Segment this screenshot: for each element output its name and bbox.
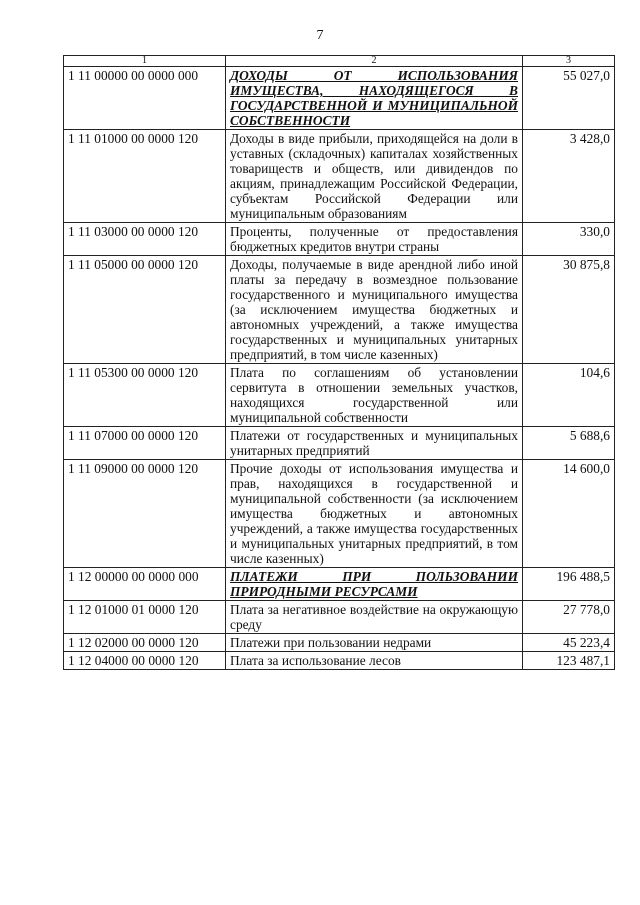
revenue-name: Плата за негативное воздействие на окружающую среду: [226, 601, 523, 634]
table-row: [64, 568, 615, 601]
amount: 123 487,1: [523, 652, 615, 670]
amount: 45 223,4: [523, 634, 615, 652]
table-row: [64, 601, 615, 634]
classification-code: 1 11 00000 00 0000 000: [64, 67, 226, 130]
revenue-name: Плата за использование лесов: [226, 652, 523, 670]
table-row: [64, 130, 615, 223]
revenue-name: Плата по соглашениям об установлении сервитута в отношении земельных участков, находящихся государственной или муниципальной собственности: [226, 364, 523, 427]
revenue-name: Проценты, полученные от предоставления бюджетных кредитов внутри страны: [226, 223, 523, 256]
revenue-name: Доходы, получаемые в виде арендной либо иной платы за передачу в возмездное пользование государственного и муниципального имущества (за исключением имущества бюджетных и автономных учреждений, а также имущества государственных и муниципальных унитарных предприятий, в том числе казенных): [226, 256, 523, 364]
classification-code: 1 11 05000 00 0000 120: [64, 256, 226, 364]
amount: 27 778,0: [523, 601, 615, 634]
table-row: [64, 634, 615, 652]
revenue-section-name: ПЛАТЕЖИ ПРИ ПОЛЬЗОВАНИИ ПРИРОДНЫМИ РЕСУРСАМИ: [226, 568, 523, 601]
revenue-name: Платежи при пользовании недрами: [226, 634, 523, 652]
column-number-1: 1: [64, 56, 226, 67]
revenue-section-name: ДОХОДЫ ОТ ИСПОЛЬЗОВАНИЯ ИМУЩЕСТВА, НАХОДЯЩЕГОСЯ В ГОСУДАРСТВЕННОЙ И МУНИЦИПАЛЬНОЙ СОБСТВЕННОСТИ: [226, 67, 523, 130]
column-number-2: 2: [226, 56, 523, 67]
amount: 55 027,0: [523, 67, 615, 130]
amount: 14 600,0: [523, 460, 615, 568]
budget-revenue-table: [63, 55, 615, 670]
classification-code: 1 11 01000 00 0000 120: [64, 130, 226, 223]
table-row: [64, 256, 615, 364]
revenue-name: Платежи от государственных и муниципальных унитарных предприятий: [226, 427, 523, 460]
table-row: [64, 427, 615, 460]
column-number-3: 3: [523, 56, 615, 67]
classification-code: 1 11 07000 00 0000 120: [64, 427, 226, 460]
table-row: [64, 67, 615, 130]
page-number: 7: [316, 28, 324, 43]
amount: 330,0: [523, 223, 615, 256]
classification-code: 1 11 09000 00 0000 120: [64, 460, 226, 568]
amount: 3 428,0: [523, 130, 615, 223]
classification-code: 1 11 03000 00 0000 120: [64, 223, 226, 256]
table-row: [64, 223, 615, 256]
classification-code: 1 12 00000 00 0000 000: [64, 568, 226, 601]
classification-code: 1 12 02000 00 0000 120: [64, 634, 226, 652]
classification-code: 1 12 01000 01 0000 120: [64, 601, 226, 634]
revenue-name: Прочие доходы от использования имущества и прав, находящихся в государственной и муниципальной собственности (за исключением имущества бюджетных и автономных учреждений, а также имущества государственных и муниципальных унитарных предприятий, в том числе казенных): [226, 460, 523, 568]
classification-code: 1 11 05300 00 0000 120: [64, 364, 226, 427]
table-row: [64, 364, 615, 427]
table-row: [64, 460, 615, 568]
amount: 104,6: [523, 364, 615, 427]
amount: 5 688,6: [523, 427, 615, 460]
revenue-name: Доходы в виде прибыли, приходящейся на доли в уставных (складочных) капиталах хозяйственных товариществ и обществ, или дивидендов по акциям, принадлежащим Российской Федерации, субъектам Российской Федерации или муниципальным образованиям: [226, 130, 523, 223]
table-row: [64, 652, 615, 670]
amount: 196 488,5: [523, 568, 615, 601]
classification-code: 1 12 04000 00 0000 120: [64, 652, 226, 670]
column-number-row: [64, 56, 615, 67]
amount: 30 875,8: [523, 256, 615, 364]
